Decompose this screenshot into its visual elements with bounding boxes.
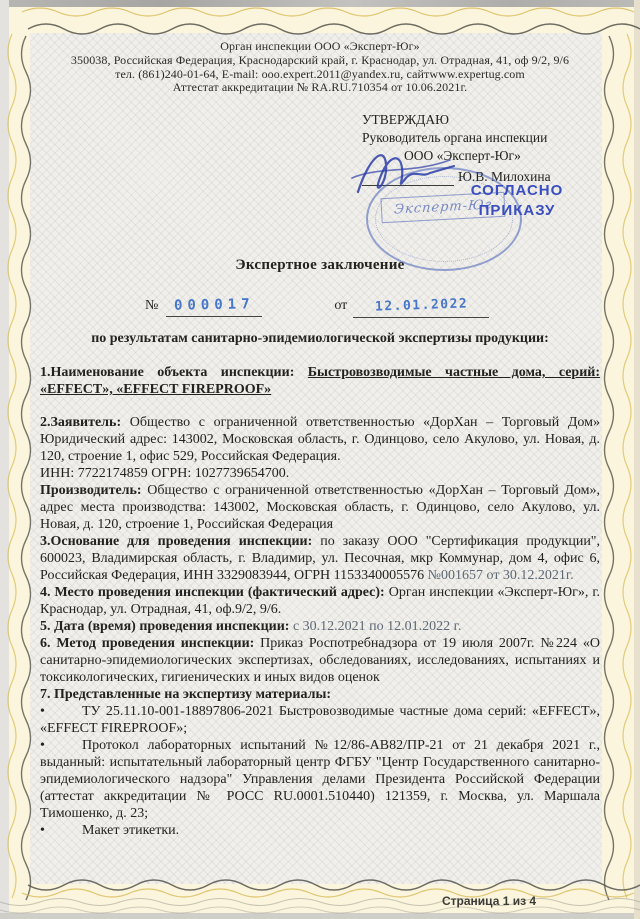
section-3-basis (40, 533, 600, 584)
bullet-icon: • (40, 738, 45, 753)
section-2-label: 2.Заявитель: (40, 415, 122, 430)
approval-block (362, 111, 577, 192)
scan-edge-left (0, 0, 9, 919)
section-3-label: 3.Основание для проведения инспекции: (40, 534, 313, 549)
number-line (40, 297, 600, 318)
section-2-inn-line: ИНН: 7722174859 ОГРН: 1027739654700. (40, 466, 290, 481)
section-1-value: Быстровозводимые частные дома, серий: «EFFECT», «EFFECT FIREPROOF» (40, 365, 601, 397)
section-3-text: по заказу ООО "Сертификация продукции", 600023, Владимирская область, г. Владимир, ул. Песочная, мкр Коммунар, дом 4, офис 6, Российская Федерация, ИНН 3329083944, ОГРН 1153340005576 (40, 534, 601, 583)
producer-text: Общество с ограниченной ответственностью «ДорХан – Торговый Дом», адрес места производства: 143002, Московская область, г. Одинцово, село Акулово, ул. Новая, д. 120, строение 1, Российская Федерация (40, 483, 600, 532)
scan-edge-top (0, 0, 640, 7)
materials-item-3-text: Макет этикетки. (82, 823, 180, 838)
document-subtitle: по результатам санитарно-эпидемиологической экспертизы продукции: (91, 331, 549, 346)
section-5-date (40, 618, 600, 635)
section-2-applicant (40, 414, 600, 465)
section-1-label: 1.Наименование объекта инспекции: (40, 365, 295, 380)
approver-role-line: Руководитель органа инспекции (362, 130, 548, 145)
bullet-icon: • (40, 704, 45, 719)
letterhead-org-line: Орган инспекции ООО «Эксперт-Юг» (220, 39, 420, 53)
document-body-text (40, 364, 600, 839)
stamp-note-line1: СОГЛАСНО (470, 182, 564, 199)
number-underline (166, 297, 262, 317)
approver-org-line: ООО «Эксперт-Юг» (404, 148, 521, 163)
signer-name: Ю.В. Милохина (458, 169, 551, 184)
letterhead (40, 40, 600, 95)
handwritten-signature (350, 134, 470, 206)
materials-item-3 (40, 822, 600, 839)
section-6-label: 6. Метод проведения инспекции: (40, 636, 255, 651)
section-4-label: 4. Место проведения инспекции (фактический адрес): (40, 585, 385, 600)
materials-item-2-text: Протокол лабораторных испытаний №12/86-АВ82/ПР-21 от 21 декабря 2021 г., выданный: испытательный лабораторный центр ФГБУ "Центр Государственного санитарно-эпидемиологического надзора" Управления делами Президента Российской Федерации (аттестат аккредитации № РОСС RU.0001.510440) 121359, г. Москва, ул. Маршала Тимошенко, д. 23; (40, 738, 600, 821)
producer-paragraph (40, 482, 600, 533)
round-stamp-label: Эксперт-Юг (393, 197, 493, 218)
stamp-note-line2: ПРИКАЗУ (478, 202, 556, 219)
section-7-materials-heading (40, 686, 600, 703)
materials-item-2 (40, 737, 600, 822)
page-indicator: Страница 1 из 4 (442, 894, 537, 908)
section-1-object (40, 364, 600, 398)
document-number-stamp: 000017 (173, 296, 255, 314)
date-label: от (334, 298, 348, 313)
section-3-stamp-note: №001657 от 30.12.2021г. (427, 568, 574, 583)
approve-word: УТВЕРЖДАЮ (362, 112, 450, 127)
section-6-method (40, 635, 600, 686)
scan-edge-right (634, 0, 640, 919)
materials-item-1 (40, 703, 600, 737)
section-2-text: Общество с ограниченной ответственностью «ДорХан – Торговый Дом» Юридический адрес: 143002, Московская область, г. Одинцово, село Акулово, ул. Новая, д. 120, строение 1, офис 529, Российская Федерация. (40, 415, 600, 464)
number-label: № (145, 298, 159, 313)
letterhead-address-line: 350038, Российская Федерация, Краснодарский край, г. Краснодар, ул. Отрадная, 41, оф 9/2, 9/6 (70, 52, 570, 67)
section-5-label: 5. Дата (время) проведения инспекции: (40, 619, 290, 634)
section-7-label: 7. Представленные на экспертизу материалы: (40, 687, 332, 702)
producer-label: Производитель: (40, 483, 142, 498)
section-6-text: Приказ Роспотребнадзора от 19 июля 2007г. №224 «О санитарно-эпидемиологических экспертизах, обследованиях, исследованиях, испытаниях и токсикологических, гигиенических и иных видов оценок (40, 636, 601, 685)
document-title: Экспертное заключение (235, 257, 405, 273)
section-5-value: с 30.12.2021 по 12.01.2022 г. (292, 619, 462, 634)
scan-edge-bottom (0, 913, 640, 919)
bullet-icon: • (40, 823, 45, 838)
letterhead-contact-line: тел. (861)240-01-64, E-mail: ooo.expert.2011@yandex.ru, сайтwww.expertug.com (115, 66, 525, 81)
approval-stamp-note (452, 181, 582, 221)
section-4-text: Орган инспекции «Эксперт-Юг», г. Краснодар, ул. Отрадная, 41, оф.9/2, 9/6. (40, 585, 601, 617)
document-date-stamp: 12.01.2022 (374, 296, 469, 315)
materials-item-1-text: ТУ 25.11.10-001-18897806-2021 Быстровозводимые частные дома серий: «EFFECT», «EFFECT FIREPROOF»; (40, 704, 600, 736)
letterhead-accreditation-line: Аттестат аккредитации № RA.RU.710354 от 10.06.2021г. (172, 80, 468, 95)
section-4-place (40, 584, 600, 618)
date-underline (353, 298, 489, 318)
